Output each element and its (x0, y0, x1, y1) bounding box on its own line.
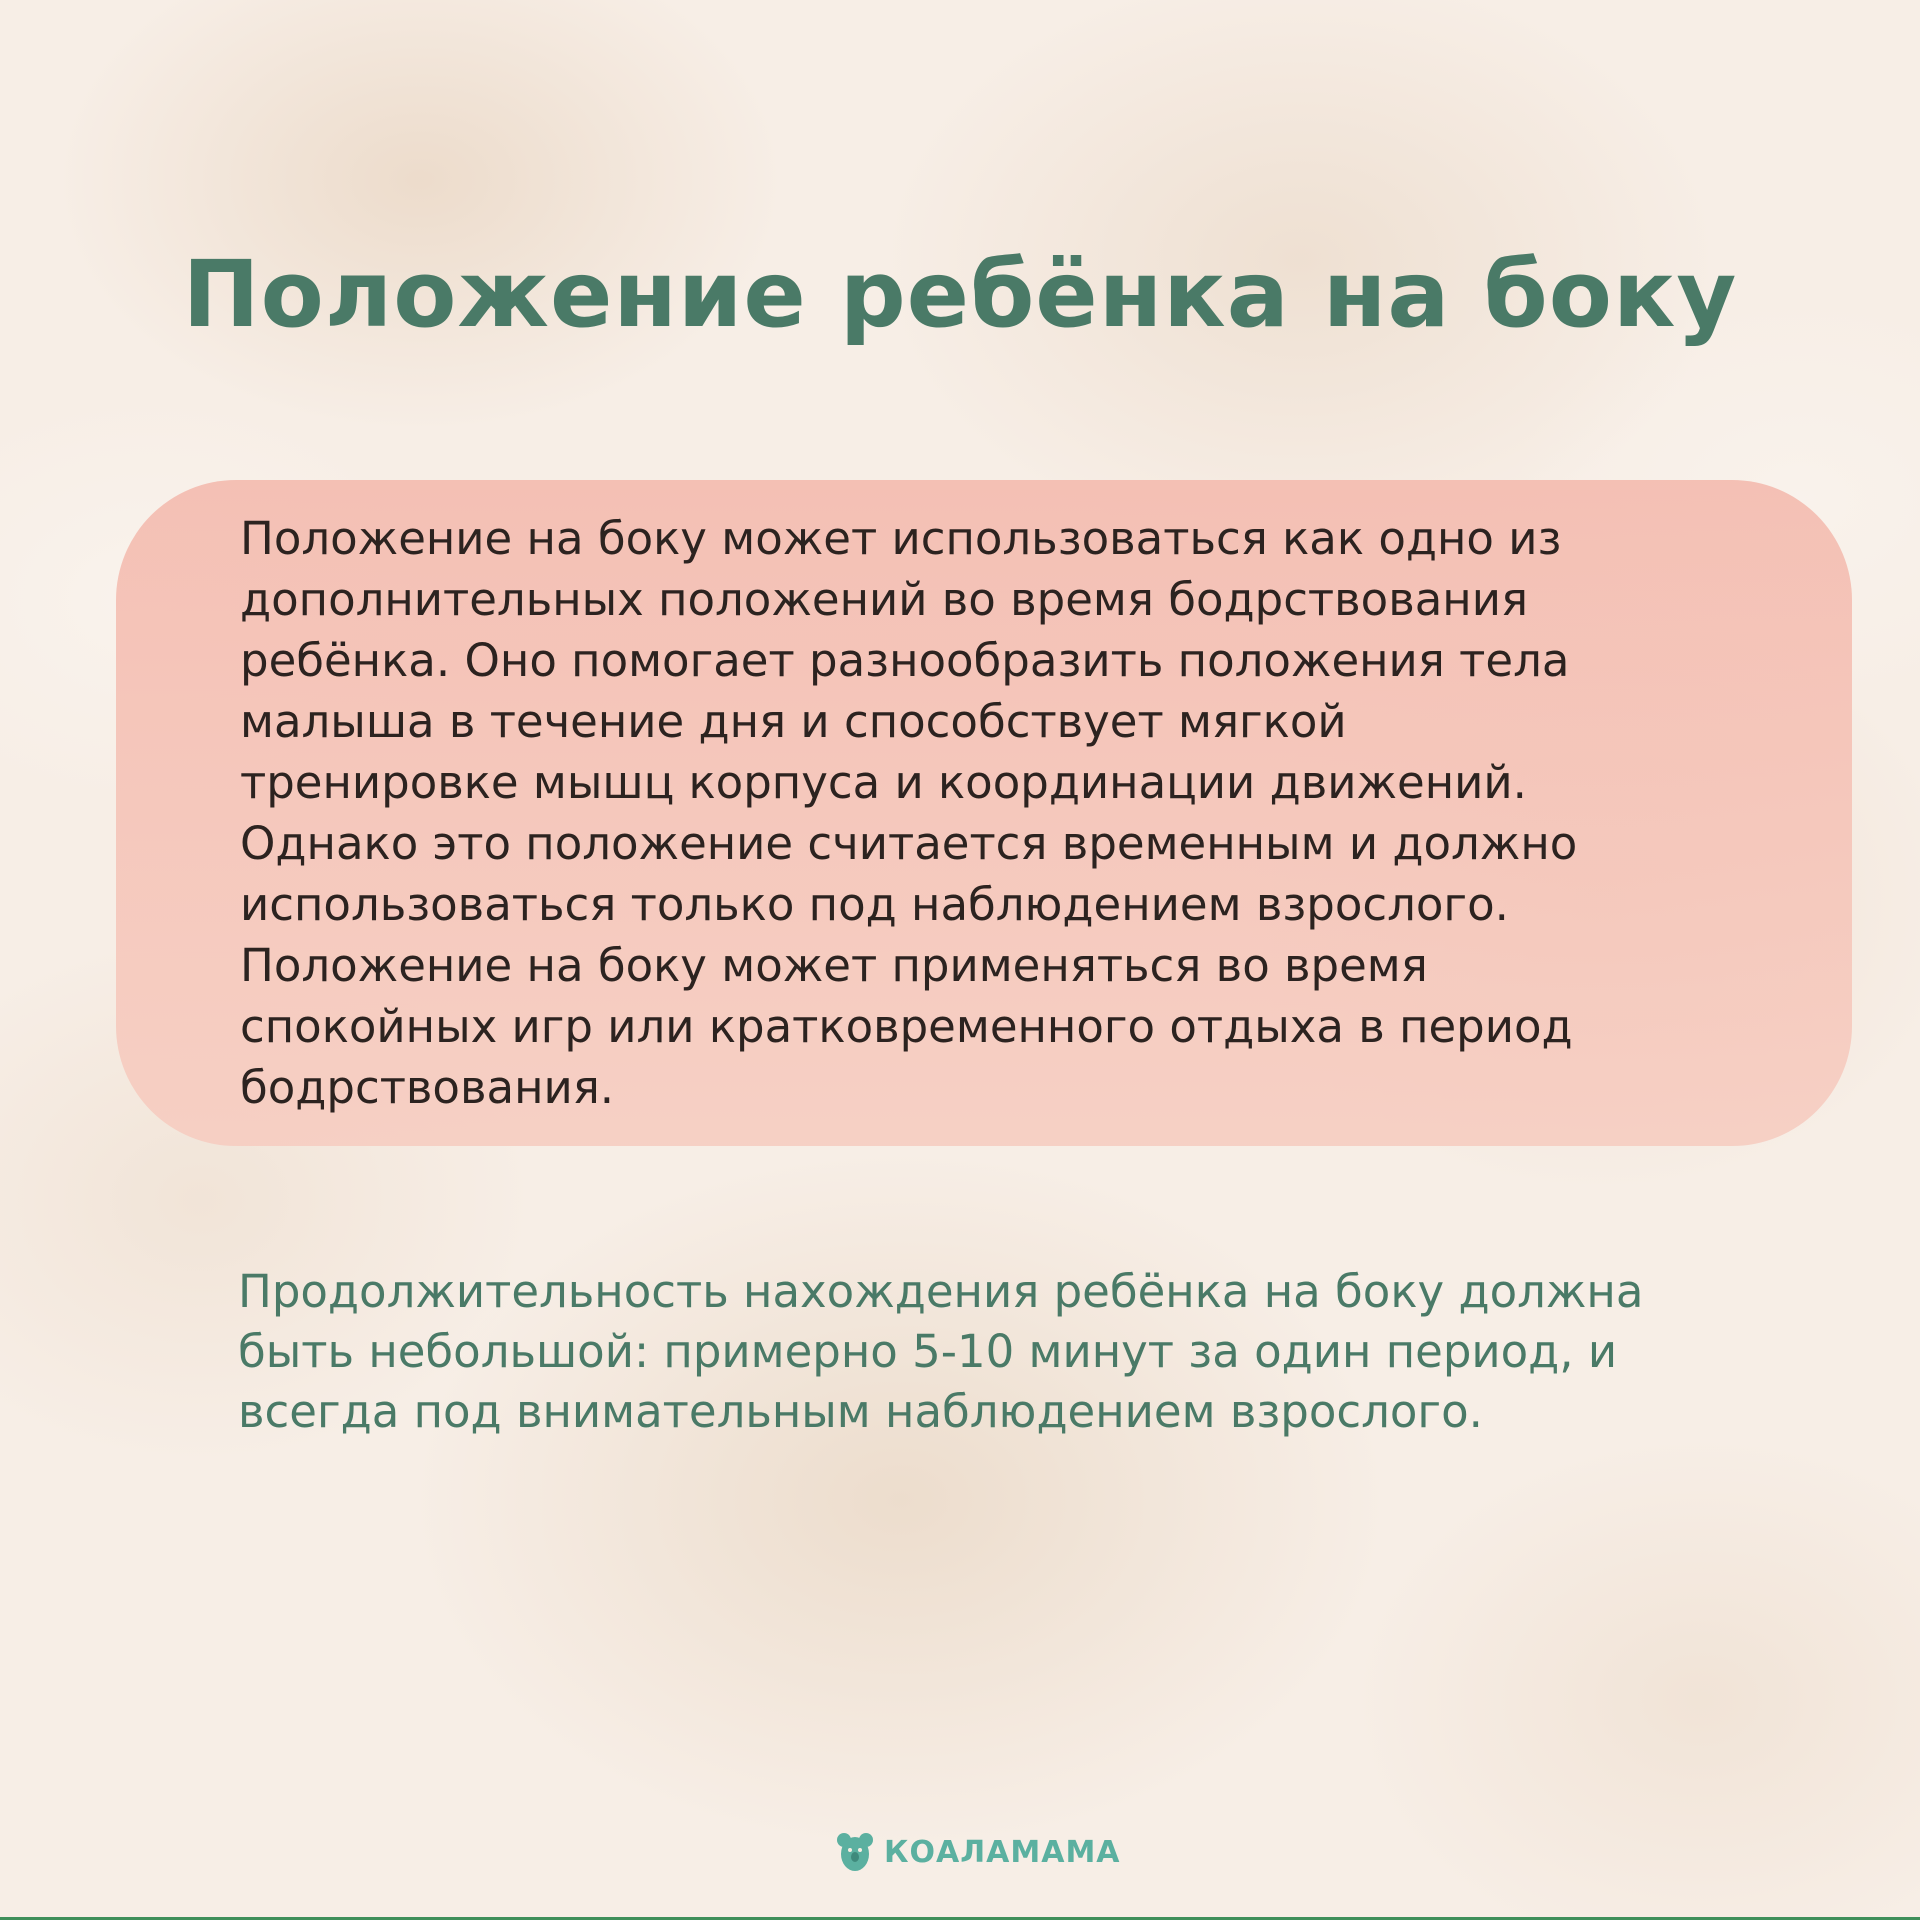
card-line: Однако это положение считается временным и должно (240, 817, 1578, 870)
card-line: использоваться только под наблюдением взрослого. (240, 878, 1509, 931)
page-title: Положение ребёнка на боку (182, 241, 1738, 348)
info-card-text (240, 508, 1752, 1118)
card-line: Положение на боку может использоваться как одно из (240, 512, 1562, 565)
duration-note (238, 1262, 1838, 1442)
info-card (116, 480, 1852, 1146)
card-line: спокойных игр или кратковременного отдыха в период (240, 1000, 1573, 1053)
note-line: всегда под внимательным наблюдением взрослого. (238, 1385, 1483, 1438)
card-line: ребёнка. Оно помогает разнообразить положения тела (240, 634, 1570, 687)
card-line: малыша в течение дня и способствует мягкой (240, 695, 1347, 748)
koala-icon (836, 1830, 874, 1874)
card-line: тренировке мышц корпуса и координации движений. (240, 756, 1527, 809)
card-line: Положение на боку может применяться во время (240, 939, 1428, 992)
card-line: бодрствования. (240, 1061, 615, 1114)
note-line: Продолжительность нахождения ребёнка на боку должна (238, 1265, 1644, 1318)
brand-logo (836, 1830, 1121, 1874)
brand-name: КОАЛАМАМА (884, 1834, 1121, 1870)
note-line: быть небольшой: примерно 5-10 минут за один период, и (238, 1325, 1618, 1378)
card-line: дополнительных положений во время бодрствования (240, 573, 1529, 626)
